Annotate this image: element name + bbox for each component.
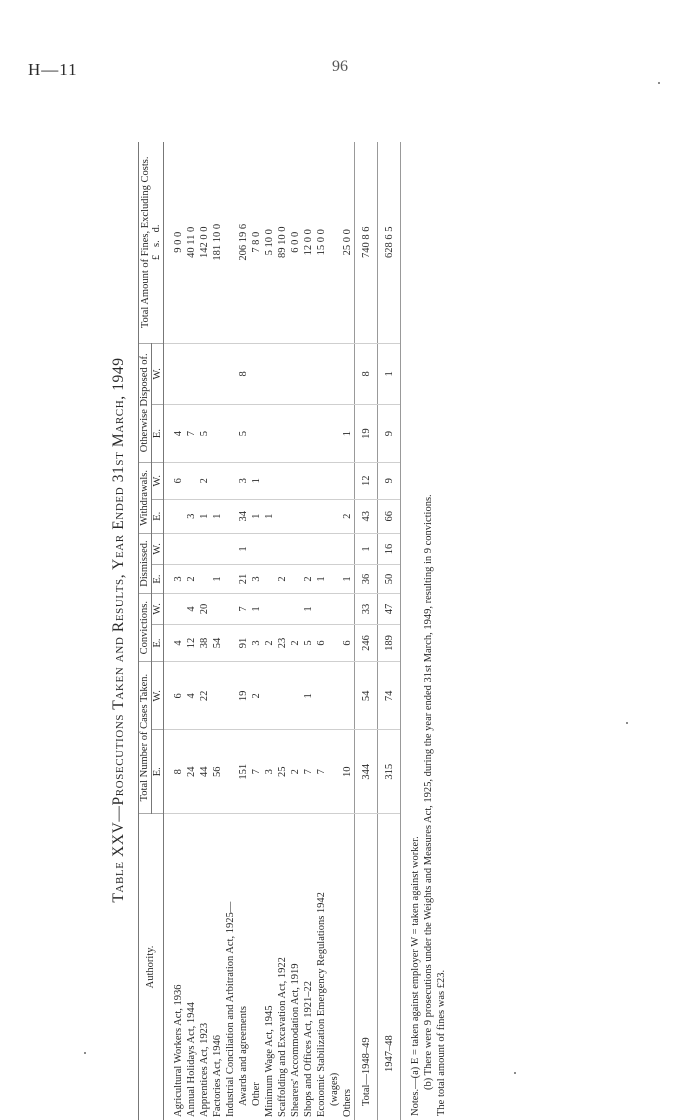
cell-dismissed-e: [328, 564, 341, 593]
table-row: [224, 142, 237, 1120]
cell-withdrawals-e: [276, 499, 289, 533]
cell-dismissed-e: 2: [302, 564, 315, 593]
cell-amount: 12 0 0: [302, 142, 315, 343]
cell-amount: 15 0 0: [315, 142, 328, 343]
cell-convictions-w: 4: [185, 594, 198, 625]
total-row-1947-48: [378, 142, 401, 1120]
cell-authority: Agricultural Workers Act, 1936: [172, 814, 185, 1120]
cell-amount: 40 11 0: [185, 142, 198, 343]
speck: [658, 82, 660, 84]
cell-convictions-e: 54: [211, 624, 224, 661]
header-convictions: Convictions.: [139, 594, 152, 662]
cell-convictions-e: 3: [250, 624, 263, 661]
cell-dismissed-w: 1: [237, 533, 250, 564]
cell-total-e: 44: [198, 730, 211, 814]
cell-total-w: [224, 662, 237, 730]
cell-convictions-w: [211, 594, 224, 625]
rotated-table-block: [110, 140, 590, 1120]
cell-dismissed-w: [276, 533, 289, 564]
cell-otherwise-w: [198, 343, 211, 405]
cell-dismissed-w: [250, 533, 263, 564]
cell-dismissed-e: [289, 564, 302, 593]
header-e: E.: [151, 405, 164, 463]
header-w: W.: [151, 343, 164, 405]
table-row: [315, 142, 328, 1120]
cell-otherwise-e: [289, 405, 302, 463]
cell-convictions-e: 38: [198, 624, 211, 661]
cell-total-w: 22: [198, 662, 211, 730]
cell-authority: Annual Holidays Act, 1944: [185, 814, 198, 1120]
cell-total-e: 151: [237, 730, 250, 814]
cell-withdrawals-e: [289, 499, 302, 533]
table-notes: [409, 140, 448, 1120]
cell-dismissed-w: [224, 533, 237, 564]
cell-otherwise-e: [328, 405, 341, 463]
cell-total-w: [289, 662, 302, 730]
cell-convictions-w: [172, 594, 185, 625]
cell-otherwise-w: [341, 343, 355, 405]
header-dismissed: Dismissed.: [139, 533, 152, 593]
cell-total-e: 7: [250, 730, 263, 814]
header-e: E.: [151, 624, 164, 661]
table-row: [250, 142, 263, 1120]
cell-otherwise-w: [289, 343, 302, 405]
cell-convictions-w: [328, 594, 341, 625]
cell-withdrawals-w: [224, 463, 237, 500]
header-currency-units: [151, 145, 163, 340]
cell-otherwise-w: 8: [355, 343, 378, 405]
cell-dismissed-e: 3: [172, 564, 185, 593]
cell-otherwise-e: 7: [185, 405, 198, 463]
cell-otherwise-e: 19: [355, 405, 378, 463]
cell-dismissed-w: [172, 533, 185, 564]
speck: [514, 1072, 516, 1074]
cell-convictions-e: [224, 624, 237, 661]
speck: [84, 1052, 86, 1054]
cell-amount: 89 10 0: [276, 142, 289, 343]
cell-authority: Scaffolding and Excavation Act, 1922: [276, 814, 289, 1120]
spacer-row: [164, 142, 173, 1120]
header-authority: Authority.: [139, 814, 164, 1120]
cell-amount: 5 10 0: [263, 142, 276, 343]
cell-authority: Apprentices Act, 1923: [198, 814, 211, 1120]
cell-authority: Shops and Offices Act, 1921–22: [302, 814, 315, 1120]
cell-withdrawals-e: [315, 499, 328, 533]
cell-dismissed-w: 16: [378, 533, 401, 564]
cell-total-w: [328, 662, 341, 730]
cell-amount: 206 19 6: [237, 142, 250, 343]
cell-amount: 6 0 0: [289, 142, 302, 343]
header-total-cases: Total Number of Cases Taken.: [139, 662, 152, 814]
cell-otherwise-w: [185, 343, 198, 405]
cell-amount: 628 6 5: [378, 142, 401, 343]
cell-otherwise-w: [302, 343, 315, 405]
cell-otherwise-e: [211, 405, 224, 463]
cell-total-w: 74: [378, 662, 401, 730]
cell-dismissed-e: 1: [315, 564, 328, 593]
cell-otherwise-e: 9: [378, 405, 401, 463]
cell-amount: 7 8 0: [250, 142, 263, 343]
prosecutions-table: [138, 142, 401, 1120]
cell-amount: [328, 142, 341, 343]
cell-convictions-e: 6: [341, 624, 355, 661]
cell-authority: Minimum Wage Act, 1945: [263, 814, 276, 1120]
cell-withdrawals-e: [328, 499, 341, 533]
cell-withdrawals-w: 6: [172, 463, 185, 500]
cell-dismissed-w: [315, 533, 328, 564]
cell-withdrawals-e: [224, 499, 237, 533]
cell-convictions-w: [341, 594, 355, 625]
cell-amount: 181 10 0: [211, 142, 224, 343]
cell-otherwise-e: [224, 405, 237, 463]
table-row: [172, 142, 185, 1120]
cell-withdrawals-e: 66: [378, 499, 401, 533]
cell-amount: 740 8 6: [355, 142, 378, 343]
cell-otherwise-e: 5: [198, 405, 211, 463]
cell-convictions-e: 2: [263, 624, 276, 661]
table-row: [185, 142, 198, 1120]
cell-authority: Awards and agreements: [237, 814, 250, 1120]
cell-convictions-w: 47: [378, 594, 401, 625]
header-pounds: £: [151, 255, 162, 260]
cell-total-e: 56: [211, 730, 224, 814]
cell-otherwise-w: 8: [237, 343, 250, 405]
cell-dismissed-e: [198, 564, 211, 593]
cell-withdrawals-e: 2: [341, 499, 355, 533]
cell-convictions-e: [328, 624, 341, 661]
cell-otherwise-w: [328, 343, 341, 405]
cell-total-e: 24: [185, 730, 198, 814]
cell-otherwise-e: 5: [237, 405, 250, 463]
cell-otherwise-w: [172, 343, 185, 405]
cell-authority: (wages): [328, 814, 341, 1120]
cell-otherwise-e: 1: [341, 405, 355, 463]
cell-otherwise-w: 1: [378, 343, 401, 405]
cell-withdrawals-w: [289, 463, 302, 500]
cell-otherwise-w: [250, 343, 263, 405]
header-e: E.: [151, 499, 164, 533]
cell-convictions-e: 6: [315, 624, 328, 661]
speck: [626, 722, 628, 724]
cell-withdrawals-w: [263, 463, 276, 500]
cell-dismissed-w: 1: [355, 533, 378, 564]
cell-withdrawals-w: [315, 463, 328, 500]
cell-withdrawals-w: [302, 463, 315, 500]
cell-withdrawals-w: 2: [198, 463, 211, 500]
cell-withdrawals-w: 9: [378, 463, 401, 500]
cell-dismissed-e: 21: [237, 564, 250, 593]
cell-convictions-e: 189: [378, 624, 401, 661]
table-row: [328, 142, 341, 1120]
cell-total-e: 2: [289, 730, 302, 814]
cell-dismissed-w: [289, 533, 302, 564]
cell-convictions-e: 23: [276, 624, 289, 661]
cell-otherwise-e: [263, 405, 276, 463]
cell-dismissed-w: [185, 533, 198, 564]
note-total-fines: The total amount of fines was £23.: [435, 140, 448, 1120]
cell-convictions-e: 5: [302, 624, 315, 661]
cell-dismissed-w: [198, 533, 211, 564]
cell-otherwise-w: [315, 343, 328, 405]
cell-dismissed-w: [328, 533, 341, 564]
cell-dismissed-e: [263, 564, 276, 593]
cell-total-e: [328, 730, 341, 814]
table-row: [276, 142, 289, 1120]
cell-dismissed-e: 36: [355, 564, 378, 593]
header-w: W.: [151, 594, 164, 625]
cell-total-w: [315, 662, 328, 730]
cell-withdrawals-w: 3: [237, 463, 250, 500]
cell-total-w: 6: [172, 662, 185, 730]
cell-authority: 1947–48: [378, 814, 401, 1120]
cell-convictions-e: 4: [172, 624, 185, 661]
cell-dismissed-w: [263, 533, 276, 564]
cell-total-e: 7: [302, 730, 315, 814]
cell-total-w: [341, 662, 355, 730]
cell-authority: Economic Stabilization Emergency Regulations 1942: [315, 814, 328, 1120]
cell-total-e: [224, 730, 237, 814]
header-e: E.: [151, 730, 164, 814]
cell-total-w: 1: [302, 662, 315, 730]
cell-total-e: 25: [276, 730, 289, 814]
cell-otherwise-w: [263, 343, 276, 405]
cell-convictions-w: 1: [302, 594, 315, 625]
cell-withdrawals-w: [328, 463, 341, 500]
cell-dismissed-e: 2: [185, 564, 198, 593]
cell-withdrawals-w: 12: [355, 463, 378, 500]
header-pence: d.: [151, 225, 162, 233]
header-shillings: s.: [151, 240, 162, 247]
cell-withdrawals-e: 1: [263, 499, 276, 533]
cell-total-e: 3: [263, 730, 276, 814]
cell-otherwise-e: 4: [172, 405, 185, 463]
cell-total-w: [276, 662, 289, 730]
cell-authority: Factories Act, 1946: [211, 814, 224, 1120]
cell-convictions-w: [315, 594, 328, 625]
cell-total-e: 344: [355, 730, 378, 814]
cell-withdrawals-w: [341, 463, 355, 500]
cell-dismissed-w: [302, 533, 315, 564]
cell-convictions-w: [263, 594, 276, 625]
cell-convictions-w: 33: [355, 594, 378, 625]
cell-withdrawals-e: [302, 499, 315, 533]
header-e: E.: [151, 564, 164, 593]
cell-authority: Industrial Conciliation and Arbitration Act, 1925—: [224, 814, 237, 1120]
note-b: (b) There were 9 prosecutions under the Weights and Measures Act, 1925, during the year ended 31st March, 1949, resulting in 9 convictions.: [422, 140, 435, 1120]
report-reference: H—11: [28, 60, 78, 80]
cell-convictions-e: 2: [289, 624, 302, 661]
cell-authority: Total—1948–49: [355, 814, 378, 1120]
header-w: W.: [151, 662, 164, 730]
cell-amount: 9 0 0: [172, 142, 185, 343]
header-w: W.: [151, 533, 164, 564]
cell-total-w: 19: [237, 662, 250, 730]
cell-otherwise-w: [224, 343, 237, 405]
cell-authority: Other: [250, 814, 263, 1120]
cell-withdrawals-e: 34: [237, 499, 250, 533]
table-row: [289, 142, 302, 1120]
cell-dismissed-e: 3: [250, 564, 263, 593]
table-row: [302, 142, 315, 1120]
cell-withdrawals-e: [172, 499, 185, 533]
cell-dismissed-e: 1: [211, 564, 224, 593]
cell-convictions-w: [276, 594, 289, 625]
note-a: Notes.—(a) E = taken against employer W = taken against worker.: [409, 140, 422, 1120]
cell-convictions-w: [224, 594, 237, 625]
cell-total-w: [263, 662, 276, 730]
cell-dismissed-e: [224, 564, 237, 593]
cell-authority: Shearers' Accommodation Act, 1919: [289, 814, 302, 1120]
cell-total-e: 8: [172, 730, 185, 814]
cell-withdrawals-w: [185, 463, 198, 500]
cell-convictions-w: 1: [250, 594, 263, 625]
cell-convictions-e: 246: [355, 624, 378, 661]
cell-withdrawals-w: [211, 463, 224, 500]
cell-total-e: 315: [378, 730, 401, 814]
table-body: [164, 142, 401, 1120]
cell-dismissed-e: 50: [378, 564, 401, 593]
cell-withdrawals-e: 1: [211, 499, 224, 533]
cell-total-w: 54: [355, 662, 378, 730]
page-number: 96: [332, 58, 348, 76]
cell-amount: [224, 142, 237, 343]
cell-otherwise-e: [315, 405, 328, 463]
cell-convictions-e: 91: [237, 624, 250, 661]
table-row: [263, 142, 276, 1120]
cell-total-w: 2: [250, 662, 263, 730]
cell-total-w: 4: [185, 662, 198, 730]
cell-withdrawals-e: 1: [198, 499, 211, 533]
cell-otherwise-w: [211, 343, 224, 405]
cell-otherwise-e: [250, 405, 263, 463]
cell-dismissed-w: [211, 533, 224, 564]
header-withdrawals: Withdrawals.: [139, 463, 152, 534]
total-row-1948-49: [355, 142, 378, 1120]
cell-total-e: 7: [315, 730, 328, 814]
cell-authority: Others: [341, 814, 355, 1120]
cell-convictions-e: 12: [185, 624, 198, 661]
cell-otherwise-w: [276, 343, 289, 405]
cell-total-e: 10: [341, 730, 355, 814]
cell-dismissed-e: 1: [341, 564, 355, 593]
cell-convictions-w: 7: [237, 594, 250, 625]
cell-amount: 25 0 0: [341, 142, 355, 343]
cell-withdrawals-w: 1: [250, 463, 263, 500]
header-total-amount: [139, 142, 164, 343]
cell-dismissed-e: 2: [276, 564, 289, 593]
table-row: [211, 142, 224, 1120]
cell-otherwise-e: [302, 405, 315, 463]
cell-total-w: [211, 662, 224, 730]
cell-amount: 142 0 0: [198, 142, 211, 343]
cell-withdrawals-e: 3: [185, 499, 198, 533]
cell-withdrawals-e: 1: [250, 499, 263, 533]
cell-convictions-w: 20: [198, 594, 211, 625]
header-total-amount-label: Total Amount of Fines, Excluding Costs.: [140, 145, 152, 340]
table-row: [341, 142, 355, 1120]
header-row-groups: [139, 142, 152, 1120]
header-otherwise-disposed: Otherwise Disposed of.: [139, 343, 152, 462]
cell-withdrawals-w: [276, 463, 289, 500]
cell-dismissed-w: [341, 533, 355, 564]
cell-otherwise-e: [276, 405, 289, 463]
header-w: W.: [151, 463, 164, 500]
cell-convictions-w: [289, 594, 302, 625]
cell-withdrawals-e: 43: [355, 499, 378, 533]
table-row: [198, 142, 211, 1120]
table-row: [237, 142, 250, 1120]
table-title: Table XXV—Prosecutions Taken and Results, Year Ended 31st March, 1949: [110, 140, 128, 1120]
